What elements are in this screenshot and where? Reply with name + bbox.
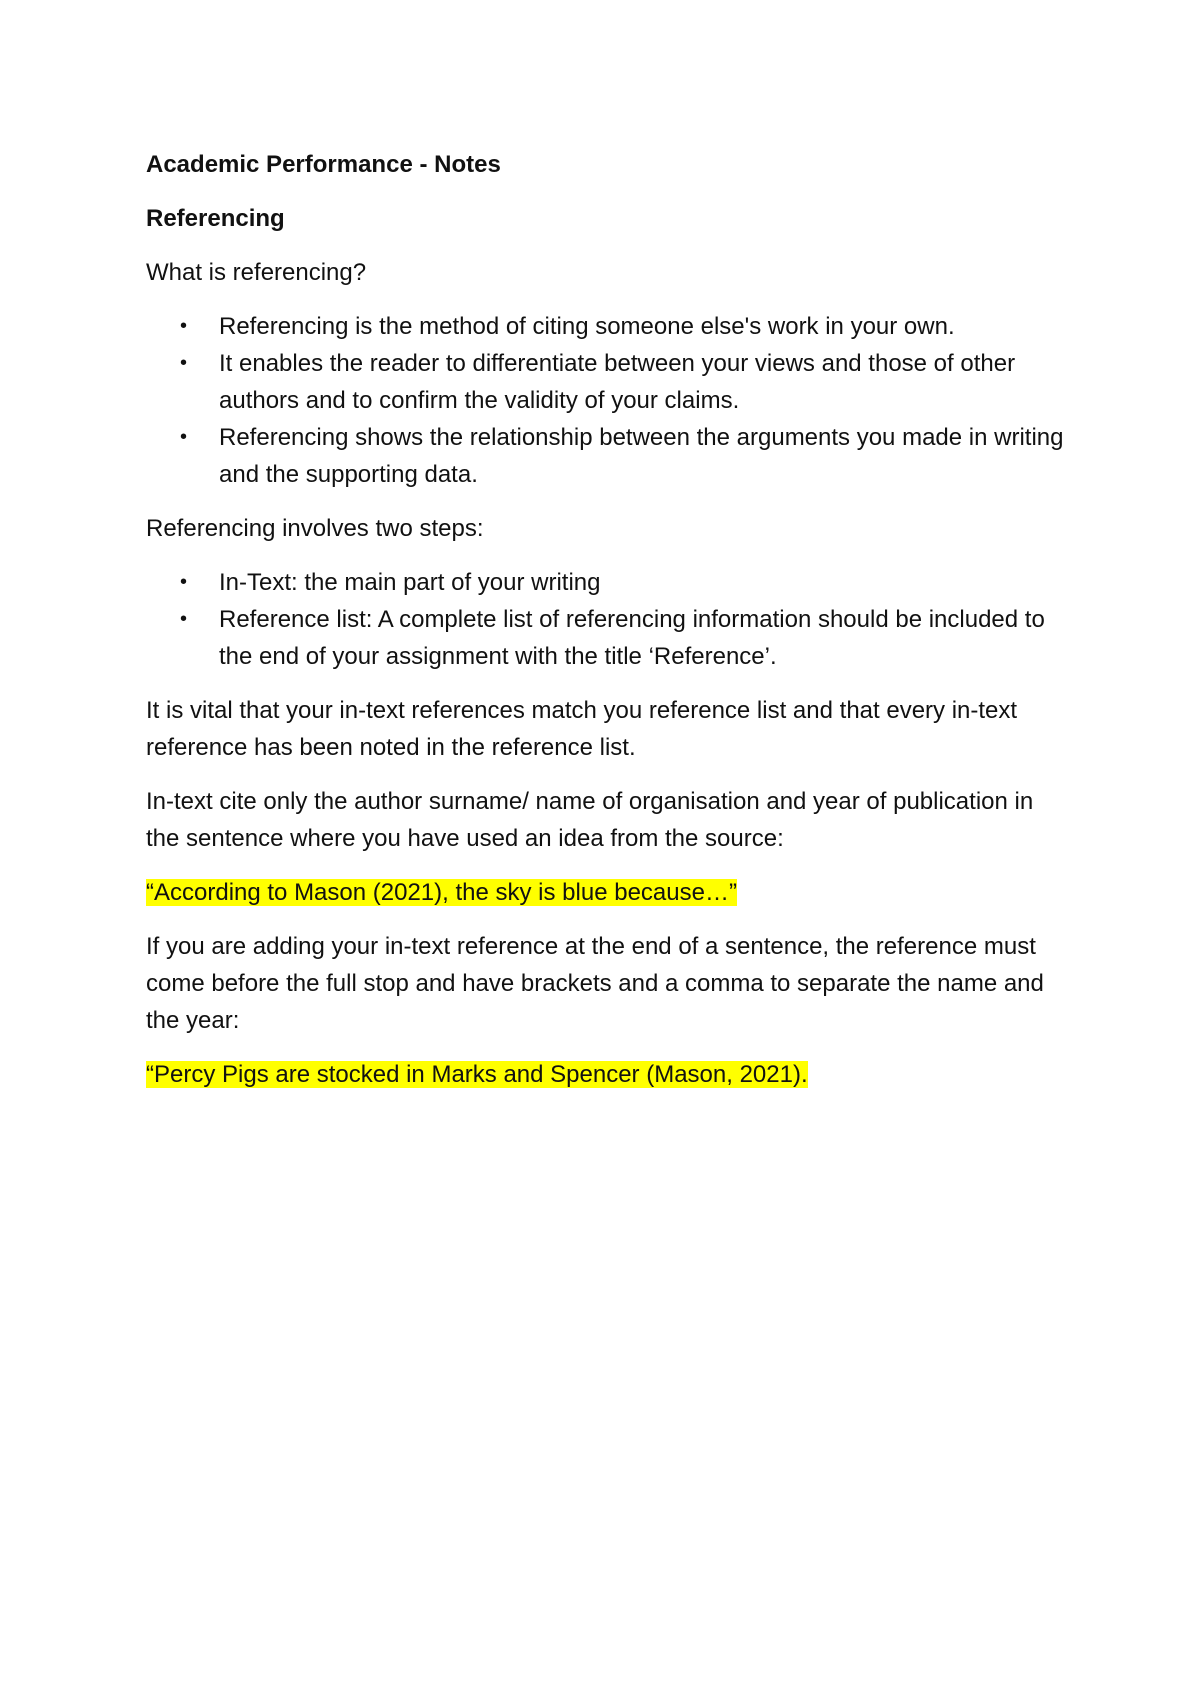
list-item-text: In-Text: the main part of your writing — [219, 569, 601, 596]
section-heading: Referencing — [146, 205, 285, 232]
list-item-text: Referencing is the method of citing someone else's work in your own. — [219, 313, 955, 340]
steps-intro: Referencing involves two steps: — [146, 515, 484, 542]
list-item-text: It enables the reader to differentiate between your views and those of other authors and to confirm the validity of your claims. — [219, 350, 1016, 414]
highlighted-example-one: “According to Mason (2021), the sky is blue because…” — [146, 879, 737, 906]
highlighted-example-two: “Percy Pigs are stocked in Marks and Spencer (Mason, 2021). — [146, 1061, 808, 1088]
list-item — [146, 308, 1066, 345]
list-item — [146, 564, 1066, 601]
list-item-text: Reference list: A complete list of referencing information should be included to the end of your assignment with the title ‘Reference’. — [219, 606, 1045, 670]
question-text: What is referencing? — [146, 259, 367, 286]
list-item — [146, 601, 1066, 675]
list-item — [146, 419, 1066, 493]
bullet-icon: • — [180, 352, 188, 374]
bullet-icon: • — [180, 426, 188, 448]
list-item — [146, 345, 1066, 419]
referencing-definition-list — [146, 308, 1066, 493]
example-one-line — [146, 874, 1066, 911]
document-title: Academic Performance - Notes — [146, 151, 501, 178]
list-item-text: Referencing shows the relationship between the arguments you made in writing and the supporting data. — [219, 424, 1064, 488]
vital-paragraph: It is vital that your in-text references match you reference list and that every in-text reference has been noted in the reference list. — [146, 697, 1018, 761]
end-sentence-paragraph: If you are adding your in-text reference at the end of a sentence, the reference must come before the full stop and have brackets and a comma to separate the name and the year: — [146, 933, 1044, 1034]
example-two-line — [146, 1056, 1066, 1093]
bullet-icon: • — [180, 571, 188, 593]
bullet-icon: • — [180, 315, 188, 337]
document-body — [146, 146, 1066, 1110]
referencing-steps-list — [146, 564, 1066, 675]
bullet-icon: • — [180, 608, 188, 630]
intext-paragraph: In-text cite only the author surname/ name of organisation and year of publication in the sentence where you have used an idea from the source: — [146, 788, 1034, 852]
